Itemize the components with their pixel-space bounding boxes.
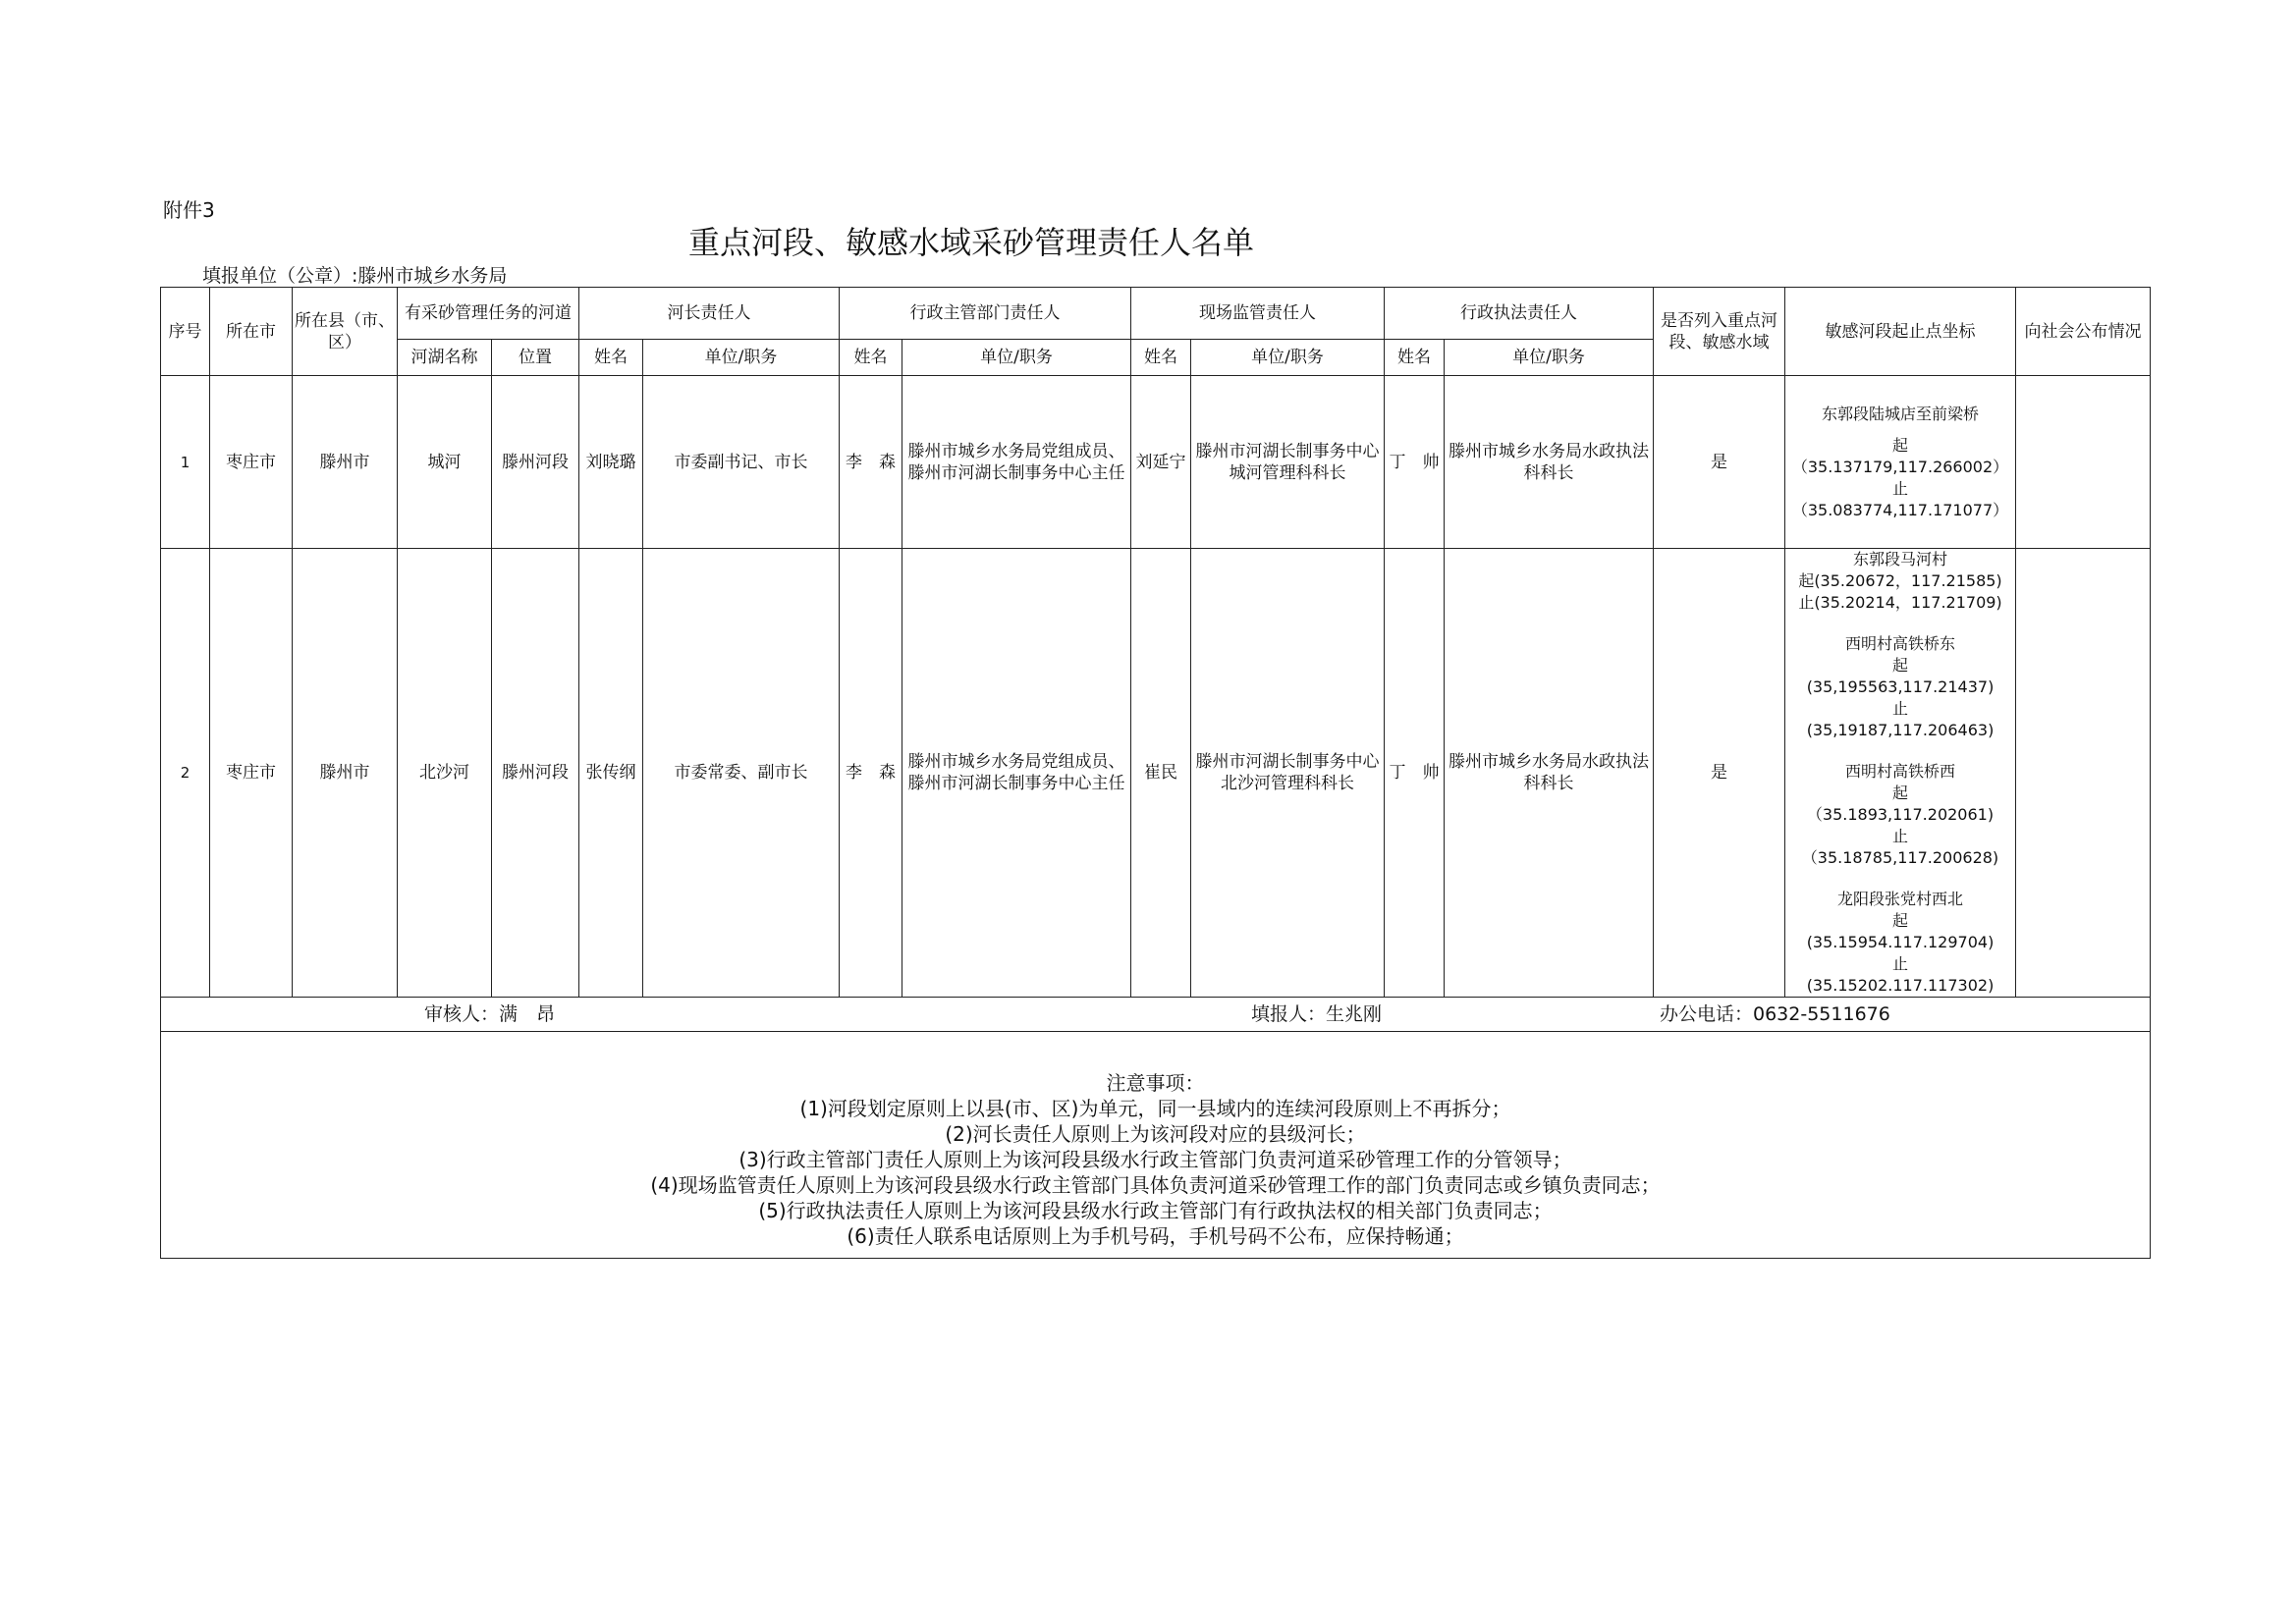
header-river-name: 河湖名称 (398, 340, 492, 376)
coord-line: 止 (1891, 827, 1908, 845)
row-enf-duty: 滕州市城乡水务局水政执法科科长 (1445, 549, 1654, 998)
row-seq: 2 (161, 549, 210, 998)
row-publish (2016, 549, 2151, 998)
note-item: (5)行政执法责任人原则上为该河段县级水行政主管部门有行政执法权的相关部门负责同志； (758, 1199, 1553, 1222)
note-item: (2)河长责任人原则上为该河段对应的县级河长； (945, 1122, 1366, 1146)
row-sup-duty: 滕州市河湖长制事务中心北沙河管理科科长 (1191, 549, 1385, 998)
signature-wrap (161, 998, 2150, 1031)
note-item: (3)行政主管部门责任人原则上为该河段县级水行政主管部门负责河道采砂管理工作的分管领导； (738, 1148, 1572, 1171)
coord-line: 西明村高铁桥东 (1844, 634, 1955, 653)
coord-line: (35,195563,117.21437) (1806, 677, 1995, 696)
table-row (161, 549, 2151, 998)
header-enf-name: 姓名 (1385, 340, 1445, 376)
header-admin-name: 姓名 (840, 340, 902, 376)
row-publish (2016, 376, 2151, 549)
header-chief-group: 河长责任人 (579, 288, 840, 340)
row-position: 滕州河段 (492, 376, 579, 549)
row-river: 北沙河 (398, 549, 492, 998)
row-position: 滕州河段 (492, 549, 579, 998)
header-county: 所在县（市、区） (293, 288, 398, 376)
coord-block (1787, 889, 2013, 997)
notes-title: 注意事项： (1106, 1071, 1205, 1095)
row-sup-name: 崔民 (1131, 549, 1191, 998)
table-row (161, 376, 2151, 549)
row-coords (1785, 376, 2016, 549)
row-enf-name: 丁 帅 (1385, 376, 1445, 549)
header-admin-duty: 单位/职务 (902, 340, 1131, 376)
notes-row (161, 1032, 2151, 1259)
coord-line: 龙阳段张党村西北 (1836, 890, 1963, 908)
coord-line: 东郭段马河村 (1852, 550, 1947, 568)
row-admin-duty: 滕州市城乡水务局党组成员、滕州市河湖长制事务中心主任 (902, 549, 1131, 998)
note-item: (6)责任人联系电话原则上为手机号码，手机号码不公布，应保持畅通； (847, 1224, 1464, 1248)
reviewer-label: 审核人：满 昂 (424, 1003, 556, 1025)
document-title-text: 重点河段、敏感水域采砂管理责任人名单 (687, 224, 1254, 261)
coord-line: 止 (1891, 478, 1908, 498)
header-city: 所在市 (210, 288, 293, 376)
coord-line: （35.083774,117.171077） (1791, 500, 2009, 519)
note-item: (4)现场监管责任人原则上为该河段县级水行政主管部门具体负责河道采砂管理工作的部门负责同志或乡镇负责同志； (650, 1173, 1661, 1197)
header-sup-duty: 单位/职务 (1191, 340, 1385, 376)
row-city: 枣庄市 (210, 549, 293, 998)
row-chief-name: 刘晓璐 (579, 376, 643, 549)
row-is-key: 是 (1654, 549, 1785, 998)
row-sup-duty: 滕州市河湖长制事务中心城河管理科科长 (1191, 376, 1385, 549)
coord-line: （35.1893,117.202061) (1806, 805, 1995, 824)
coord-block (1787, 761, 2013, 869)
row-admin-name: 李 森 (840, 376, 902, 549)
document-title (0, 218, 2296, 263)
header-sup-name: 姓名 (1131, 340, 1191, 376)
header-row-1 (161, 288, 2151, 340)
coord-line: （35.137179,117.266002） (1791, 457, 2009, 476)
header-chief-duty: 单位/职务 (643, 340, 840, 376)
row-chief-duty: 市委常委、副市长 (643, 549, 840, 998)
coord-line: （35.18785,117.200628) (1801, 848, 1999, 867)
reporting-unit: 填报单位（公章）:滕州市城乡水务局 (202, 265, 508, 287)
attachment-label: 附件3 (163, 198, 215, 222)
row-city: 枣庄市 (210, 376, 293, 549)
header-publish: 向社会公布情况 (2016, 288, 2151, 376)
header-admin-group: 行政主管部门责任人 (840, 288, 1131, 340)
row-chief-name: 张传纲 (579, 549, 643, 998)
coord-line: 止 (1891, 954, 1908, 973)
row-coords (1785, 549, 2016, 998)
row-enf-duty: 滕州市城乡水务局水政执法科科长 (1445, 376, 1654, 549)
signature-cell (161, 998, 2151, 1032)
row-enf-name: 丁 帅 (1385, 549, 1445, 998)
coord-line: 止 (1891, 699, 1908, 718)
coord-line: 起 (1891, 435, 1908, 455)
coord-line: (35.15202.117.117302) (1806, 976, 1995, 995)
notes-cell (161, 1032, 2151, 1259)
coord-line: 西明村高铁桥西 (1844, 762, 1955, 781)
coord-line: 止(35.20214，117.21709) (1798, 593, 2002, 612)
row-county: 滕州市 (293, 549, 398, 998)
coord-line: (35,19187,117.206463) (1806, 721, 1995, 739)
header-river-group: 有采砂管理任务的河道 (398, 288, 579, 340)
row-chief-duty: 市委副书记、市长 (643, 376, 840, 549)
row-river: 城河 (398, 376, 492, 549)
row-is-key: 是 (1654, 376, 1785, 549)
notes-block (163, 1041, 2148, 1249)
header-is-key: 是否列入重点河段、敏感水域 (1654, 288, 1785, 376)
header-coord: 敏感河段起止点坐标 (1785, 288, 2016, 376)
header-supervise-group: 现场监管责任人 (1131, 288, 1385, 340)
coord-line: 起 (1891, 784, 1908, 802)
coord-block (1787, 633, 2013, 741)
note-item: (1)河段划定原则上以县(市、区)为单元，同一县域内的连续河段原则上不再拆分； (799, 1097, 1511, 1120)
header-chief-name: 姓名 (579, 340, 643, 376)
header-river-pos: 位置 (492, 340, 579, 376)
coord-block (1787, 549, 2013, 614)
coord-line: 起 (1891, 911, 1908, 930)
header-seq: 序号 (161, 288, 210, 376)
office-phone: 办公电话：0632-5511676 (1660, 1003, 1890, 1025)
coord-line: 起(35.20672，117.21585) (1798, 571, 2002, 590)
header-enforce-group: 行政执法责任人 (1385, 288, 1654, 340)
coord-line: 东郭段陆城店至前梁桥 (1821, 404, 1979, 423)
header-enf-duty: 单位/职务 (1445, 340, 1654, 376)
row-admin-duty: 滕州市城乡水务局党组成员、滕州市河湖长制事务中心主任 (902, 376, 1131, 549)
responsibility-table (160, 287, 2151, 1259)
signature-row (161, 998, 2151, 1032)
coord-line: (35.15954.117.129704) (1806, 933, 1995, 951)
row-admin-name: 李 森 (840, 549, 902, 998)
row-seq: 1 (161, 376, 210, 549)
row-sup-name: 刘延宁 (1131, 376, 1191, 549)
filler-label: 填报人：生兆刚 (1251, 1003, 1383, 1025)
coord-line: 起 (1891, 656, 1908, 675)
row-county: 滕州市 (293, 376, 398, 549)
